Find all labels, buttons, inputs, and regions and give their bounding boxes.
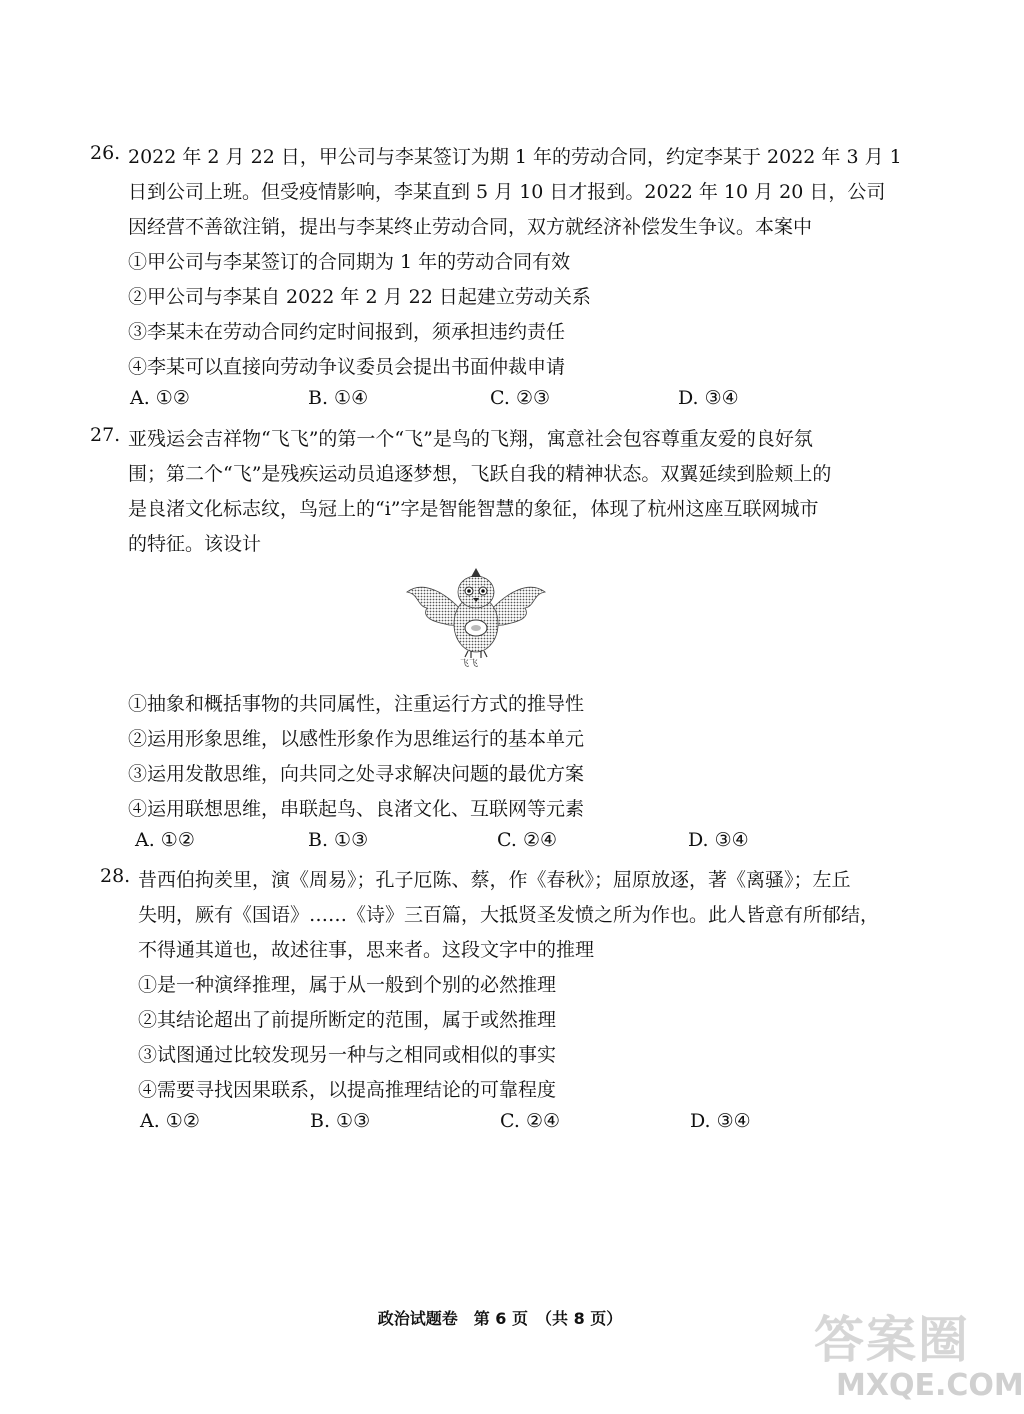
answer-option-c: C. ②③ bbox=[490, 387, 551, 409]
answer-option-b: B. ①③ bbox=[310, 1110, 371, 1132]
statement-item: ②其结论超出了前提所断定的范围，属于或然推理 bbox=[138, 1009, 557, 1031]
question-stem-line: 因经营不善欲注销，提出与李某终止劳动合同，双方就经济补偿发生争议。本案中 bbox=[128, 216, 813, 238]
statement-item: ③运用发散思维，向共同之处寻求解决问题的最优方案 bbox=[128, 763, 585, 785]
watermark-site: MXQE.COM bbox=[836, 1368, 1024, 1403]
watermark-logo: 答案圈 bbox=[814, 1311, 970, 1369]
question-number: 28. bbox=[100, 865, 131, 887]
question-stem-line: 昔西伯拘羑里，演《周易》；孔子厄陈、蔡，作《春秋》；屈原放逐，著《离骚》；左丘 bbox=[138, 869, 851, 891]
answer-option-a: A. ①② bbox=[130, 387, 190, 409]
statement-item: ④李某可以直接向劳动争议委员会提出书面仲裁申请 bbox=[128, 356, 566, 378]
question-stem-line: 围；第二个“飞”是残疾运动员追逐梦想，飞跃自我的精神状态。双翼延续到脸颊上的 bbox=[128, 463, 832, 485]
answer-option-a: A. ①② bbox=[135, 829, 195, 851]
answer-option-a: A. ①② bbox=[140, 1110, 200, 1132]
statement-item: ④需要寻找因果联系，以提高推理结论的可靠程度 bbox=[138, 1079, 557, 1101]
question-stem-line: 失明，厥有《国语》……《诗》三百篇，大抵贤圣发愤之所为作也。此人皆意有所郁结， bbox=[138, 904, 880, 926]
question-stem-line: 不得通其道也，故述往事，思来者。这段文字中的推理 bbox=[138, 939, 595, 961]
statement-item: ③试图通过比较发现另一种与之相同或相似的事实 bbox=[138, 1044, 557, 1066]
answer-option-c: C. ②④ bbox=[500, 1110, 561, 1132]
statement-item: ①甲公司与李某签订的合同期为 1 年的劳动合同有效 bbox=[128, 251, 571, 273]
answer-option-c: C. ②④ bbox=[497, 829, 558, 851]
question-stem-line: 的特征。该设计 bbox=[128, 533, 262, 555]
question-stem-line: 2022 年 2 月 22 日，甲公司与李某签订为期 1 年的劳动合同，约定李某于 2022 年 3 月 1 bbox=[128, 146, 902, 168]
statement-item: ④运用联想思维，串联起鸟、良渚文化、互联网等元素 bbox=[128, 798, 585, 820]
statement-item: ②运用形象思维，以感性形象作为思维运行的基本单元 bbox=[128, 728, 585, 750]
question-number: 26. bbox=[90, 142, 121, 164]
question-number: 27. bbox=[90, 424, 121, 446]
mascot-caption: 飞飞 bbox=[460, 659, 479, 669]
watermark bbox=[806, 1300, 1024, 1410]
answer-option-d: D. ③④ bbox=[688, 829, 749, 851]
statement-item: ③李某未在劳动合同约定时间报到，须承担违约责任 bbox=[128, 321, 566, 343]
statement-item: ②甲公司与李某自 2022 年 2 月 22 日起建立劳动关系 bbox=[128, 286, 591, 308]
answer-option-b: B. ①③ bbox=[308, 829, 369, 851]
page-footer: 政治试题卷 第 6 页 （共 8 页） bbox=[377, 1309, 623, 1328]
answer-option-d: D. ③④ bbox=[690, 1110, 751, 1132]
question-stem-line: 日到公司上班。但受疫情影响，李某直到 5 月 10 日才报到。2022 年 10 月 20 日，公司 bbox=[128, 181, 886, 203]
question-stem-line: 亚残运会吉祥物“飞飞”的第一个“飞”是鸟的飞翔，寓意社会包容尊重友爱的良好氛 bbox=[128, 428, 813, 450]
statement-item: ①是一种演绎推理，属于从一般到个别的必然推理 bbox=[138, 974, 557, 996]
answer-option-b: B. ①④ bbox=[308, 387, 369, 409]
question-stem-line: 是良渚文化标志纹，鸟冠上的“i”字是智能智慧的象征，体现了杭州这座互联网城市 bbox=[128, 498, 819, 520]
answer-option-d: D. ③④ bbox=[678, 387, 739, 409]
statement-item: ①抽象和概括事物的共同属性，注重运行方式的推导性 bbox=[128, 693, 585, 715]
